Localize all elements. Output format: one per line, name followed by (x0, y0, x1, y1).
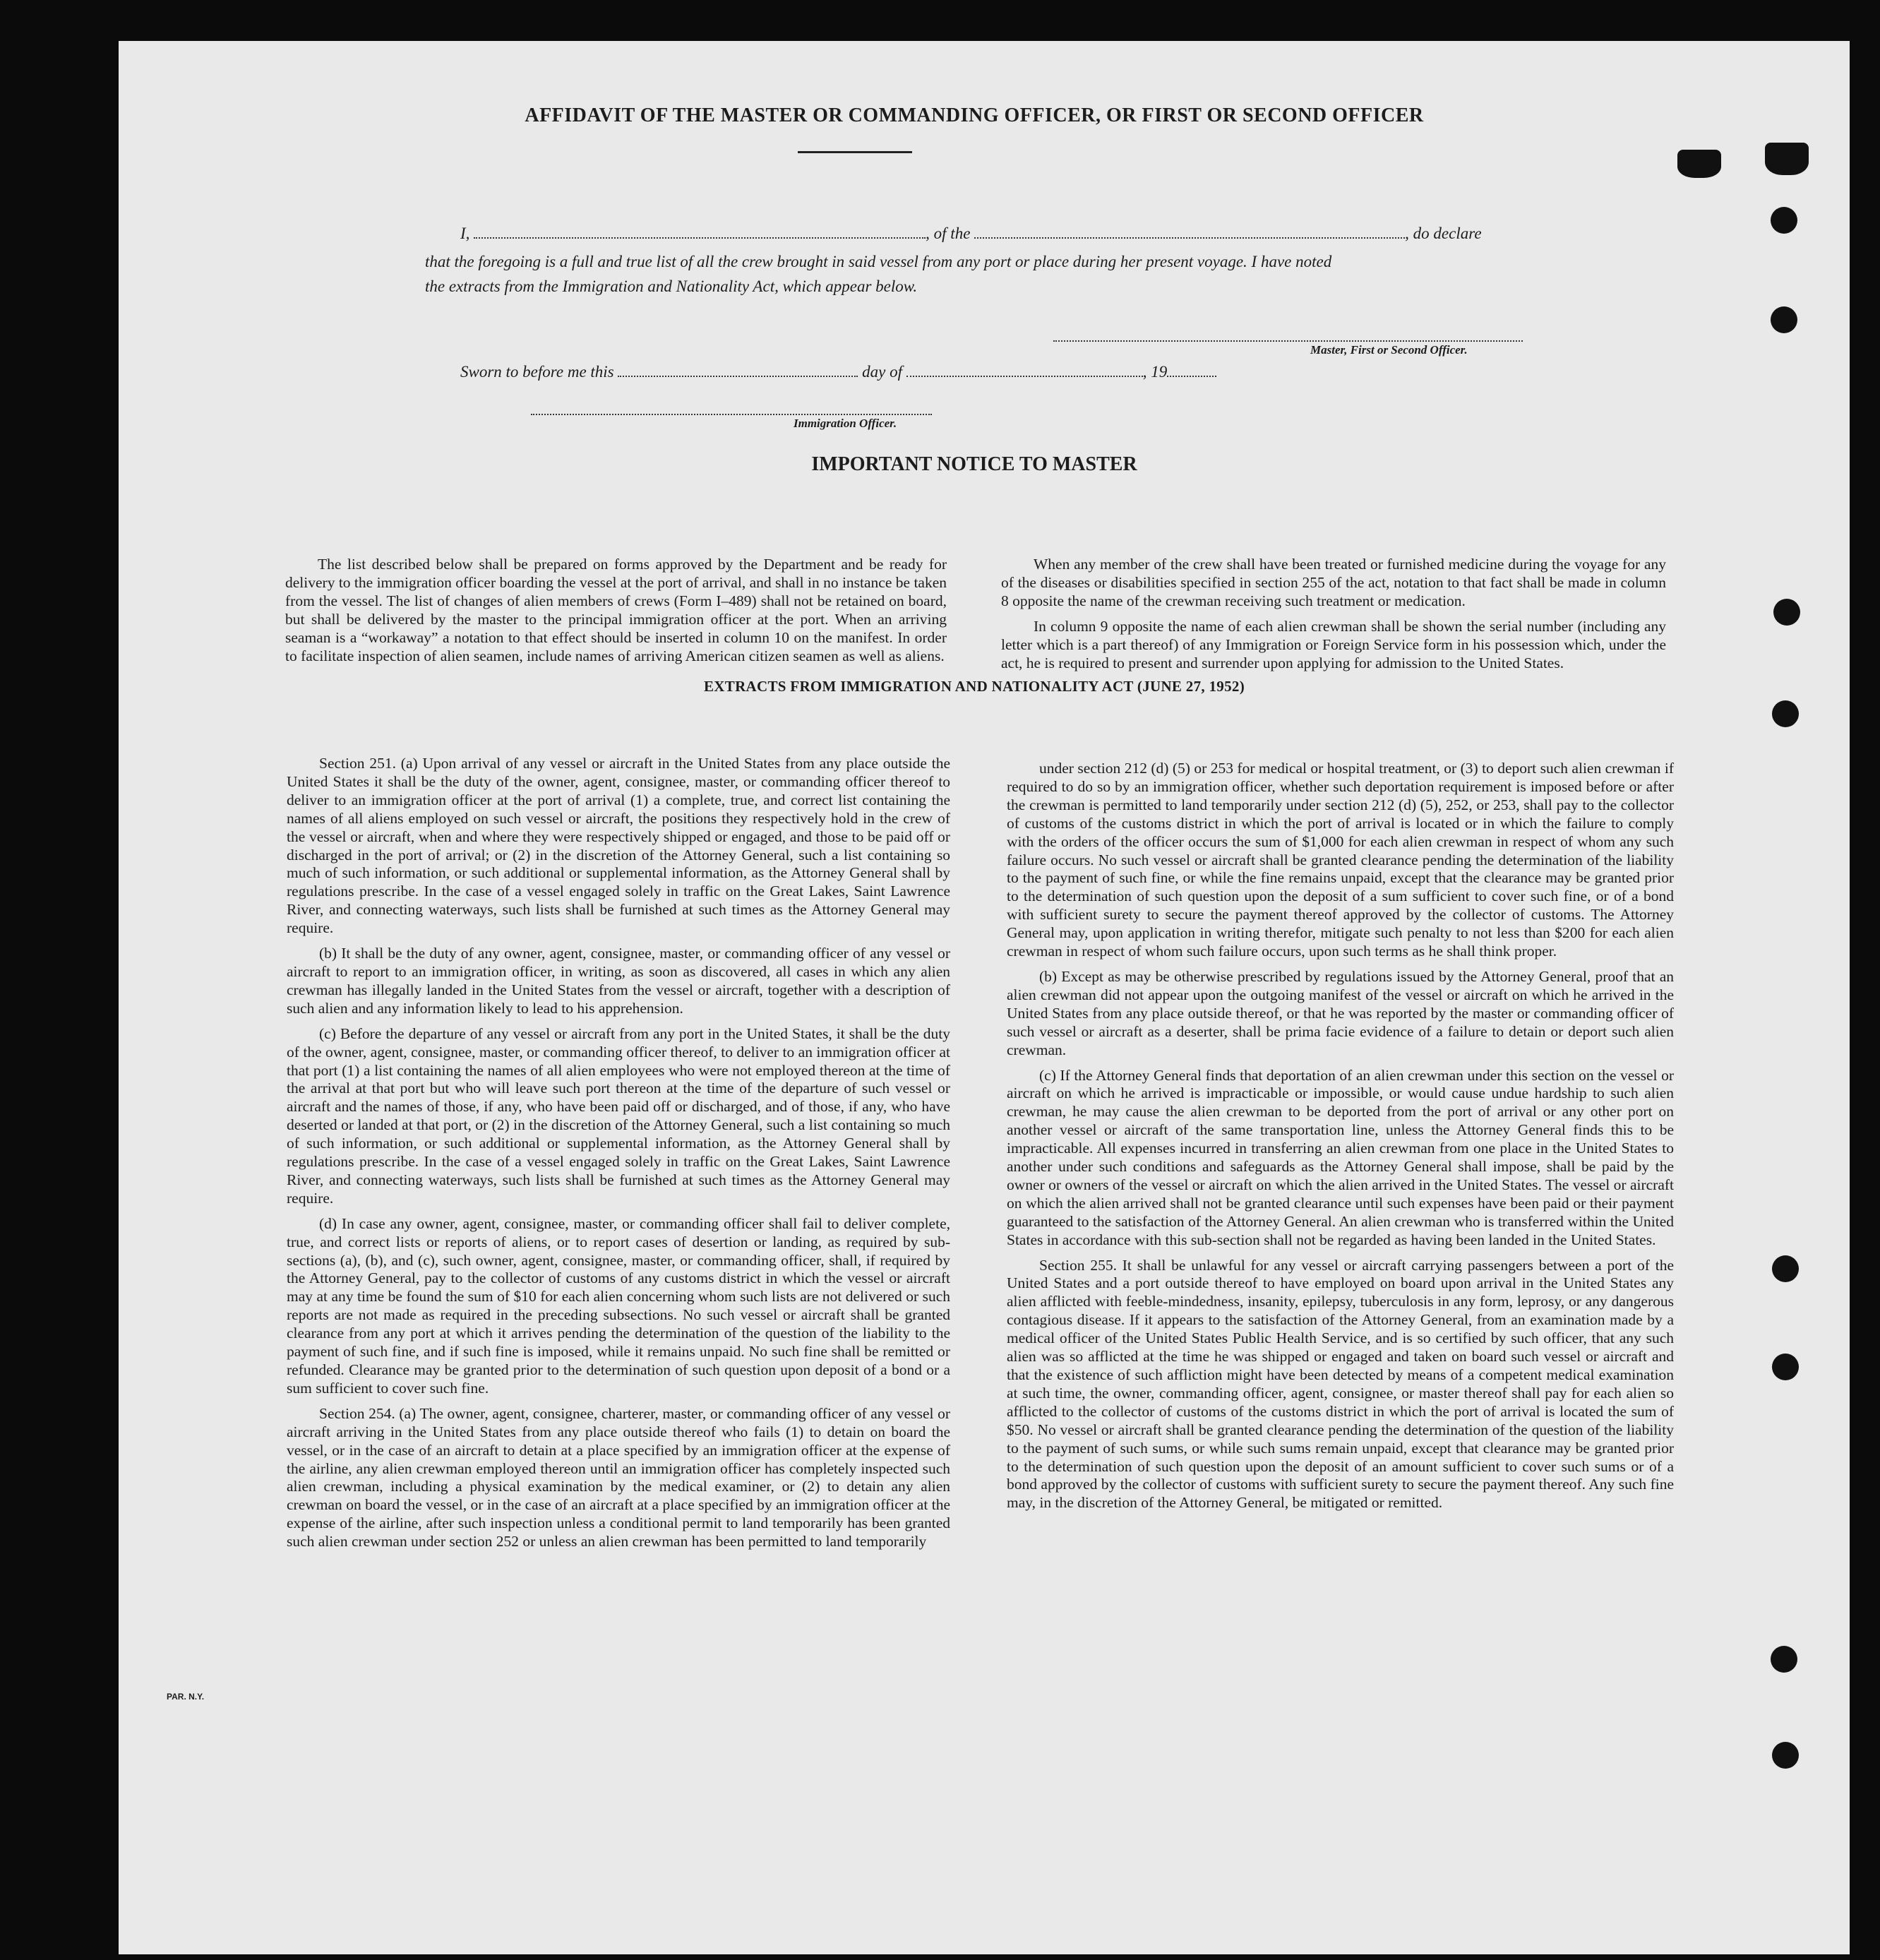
sworn-month-field[interactable] (906, 375, 1143, 377)
punch-hole (1771, 207, 1797, 234)
day-of-label: day of (862, 363, 902, 381)
extracts-right-column (1007, 760, 1674, 1512)
punch-hole (1772, 1354, 1799, 1380)
notice-title: IMPORTANT NOTICE TO MASTER (811, 453, 1137, 475)
section-paragraph: (d) In case any owner, agent, consignee, master, or commanding officer shall fail to deliver complete, true, and correct lists or reports of aliens, or to report cases of desertion or landing, as required by sub-sections (a), (b), and (c), such owner, agent, consignee, master, or commanding officer, shall, if required by the Attorney General, pay to the collector of customs of any customs district in which the vessel or aircraft may at any time be found the sum of $10 for each alien concerning whom such lists are not delivered or such reports are not made as required in the preceding subsections. No such vessel or aircraft shall be granted clearance from any port at which it arrives pending the determination of the question of the liability to the payment of such fine, and if such fine is imposed, while it remains unpaid. No such fine shall be remitted or refunded. Clearance may be granted prior to the determination of such question upon deposit of a bond or a sum sufficient to cover such fine. (287, 1214, 950, 1397)
affidavit-title: AFFIDAVIT OF THE MASTER OR COMMANDING OFFICER, OR FIRST OR SECOND OFFICER (525, 104, 1424, 126)
section-paragraph: (b) Except as may be otherwise prescribed by regulations issued by the Attorney General, proof that an alien crewman did not appear upon the outgoing manifest of the vessel or aircraft on which he arrived in the United States from any place outside thereof, or that he was reported by the master or commanding officer of such vessel or aircraft as a deserter, shall be prima facie evidence of a failure to detain or deport such alien crewman. (1007, 967, 1674, 1058)
extracts-left-column (287, 755, 950, 1551)
sworn-line (460, 363, 1216, 381)
sworn-day-field[interactable] (618, 375, 858, 377)
sworn-label: Sworn to before me this (460, 363, 614, 381)
punch-hole (1772, 1742, 1799, 1769)
section-paragraph: Section 254. (a) The owner, agent, consignee, charterer, master, or commanding officer of any vessel or aircraft arriving in the United States from any place outside thereof who fails (1) to detain on board the vessel, or in the case of an aircraft to detain at a place specified by an immigration officer at the expense of the airline, any alien crewman employed thereon until an immigration officer has completely inspected such alien crewman, including a physical examination by the medical examiner, or (2) to detain any alien crewman on board the vessel, or in the case of an aircraft at a place specified by an immigration officer at the expense of the airline, after such inspection unless a conditional permit to land temporarily has been granted such alien crewman under section 252 or unless an alien crewman has been permitted to land temporarily (287, 1404, 950, 1550)
sworn-year-field[interactable] (1167, 375, 1216, 377)
printer-code: PAR. N.Y. (167, 1692, 205, 1702)
master-signature-line[interactable] (1053, 339, 1523, 342)
year-label: , 19 (1142, 363, 1168, 381)
section-paragraph: (b) It shall be the duty of any owner, agent, consignee, master, or commanding officer of any vessel or aircraft to report to an immigration officer, in writing, as soon as discovered, all cases in which any alien crewman has illegally landed in the United States from the vessel or aircraft, together with a description of such alien and any information likely to lead to his apprehension. (287, 945, 950, 1017)
notice-paragraph: When any member of the crew shall have been treated or furnished medicine during the voyage for any of the diseases or disabilities specified in section 255 of the act, notation to that fact shall be made in column 8 opposite the name of the crewman receiving such treatment or medication. (1001, 556, 1666, 609)
title-underline (798, 151, 912, 153)
section-paragraph: (c) If the Attorney General finds that deportation of an alien crewman under this section on the vessel or aircraft on which he arrived is impracticable or impossible, or would cause undue hardship to such alien crewman, he may cause the alien crewman to be deported from the port of arrival or any other port on another vessel or aircraft of the same transportation line, unless the Attorney General finds this to be impracticable. All expenses incurred in transferring an alien crewman from one place in the United States to another under such conditions and safeguards as the Attorney General shall impose, shall be paid by the owner or owners of the vessel or aircraft on which the alien arrived in the United States. The vessel or aircraft on which the alien arrived shall not be granted clearance until such expenses have been paid or their payment guaranteed to the satisfaction of the Attorney General. An alien crewman who is transferred within the United States in accordance with this sub-section shall not be regarded as having been landed in the United States. (1007, 1066, 1674, 1248)
section-paragraph: under section 212 (d) (5) or 253 for medical or hospital treatment, or (3) to deport such alien crewman if required to do so by an immigration officer, whether such deportation requirement is imposed before or after the crewman is permitted to land temporarily under section 212 (d) (5), 252, or 253, shall pay to the collector of customs of the customs district in which the port of arrival is located or in which the failure to comply with the orders of the officer occurs the sum of $1,000 for each alien crewman in respect of whom any such failure occurs. No such vessel or aircraft shall be granted clearance pending the determination of the liability to the payment of such fine, or while the fine remains unpaid, except that the clearance may be granted prior to the determination of such question upon the deposit of a sum sufficient to cover such fine, or of a bond with sufficient surety to secure the payment thereof approved by the collector of customs. The Attorney General may, upon application in writing therefor, mitigate such penalty to not less than $200 for each alien crewman in respect of whom such failure occurs, upon such terms as he shall think proper. (1007, 760, 1674, 960)
immigration-officer-label: Immigration Officer. (794, 417, 897, 430)
section-paragraph: Section 255. It shall be unlawful for any vessel or aircraft carrying passengers between a port of the United States and a port outside thereof to have employed on board upon arrival in the United States any alien afflicted with feeble-mindedness, insanity, epilepsy, tuberculosis in any form, leprosy, or any dangerous contagious disease. If it appears to the satisfaction of the Attorney General, from an examination made by a medical officer of the United States Public Health Service, and is so certified by such officer, that any such alien was so afflicted at the time he was shipped or engaged and taken on board such vessel or aircraft and that the existence of such affliction might have been detected by means of a competent medical examination at such time, the owner, commanding officer, agent, consignee, or master thereof shall pay for each alien so afflicted to the collector of customs of the customs district in which the port of arrival is located the sum of $50. No vessel or aircraft shall be granted clearance pending the determination of the question of the liability to the payment of such sums, or while such sums remain unpaid, except that clearance may be granted prior to the determination of such question upon the deposit of an amount sufficient to cover such sums or of a bond approved by the collector of customs with sufficient surety to secure the payment thereof. Any such fine may, in the discretion of the Attorney General, be mitigated or remitted. (1007, 1256, 1674, 1512)
punch-hole (1771, 306, 1797, 333)
punch-hole (1772, 700, 1799, 727)
notice-paragraph: The list described below shall be prepared on forms approved by the Department and be ready for delivery to the immigration officer boarding the vessel at the port of arrival, and shall in no instance be taken from the vessel. The list of changes of alien members of crews (Form I–489) shall not be retained on board, but shall be delivered by the master to the principal immigration officer at the port. When an arriving seaman is a “workaway” a notation to that effect should be inserted in column 10 on the manifest. In order to facilitate inspection of alien seamen, include names of arriving American citizen seamen as well as aliens. (285, 556, 947, 664)
vessel-name-field[interactable] (974, 237, 1405, 239)
binder-mark-top-right (1765, 143, 1809, 175)
master-signature-label: Master, First or Second Officer. (1310, 343, 1468, 357)
declaration-line-2: the extracts from the Immigration and Nationality Act, which appear below. (425, 277, 918, 295)
notice-left-column (285, 556, 947, 672)
declaration-line-1: that the foregoing is a full and true list of all the crew brought in said vessel from any port or place during her present voyage. I have noted (425, 253, 1332, 270)
of-the-label: , of the (926, 225, 971, 242)
binder-mark-top-left (1677, 150, 1721, 178)
i-label: I, (460, 225, 470, 242)
punch-hole (1773, 599, 1800, 626)
section-paragraph: (c) Before the departure of any vessel or aircraft from any port in the United States, it shall be the duty of the owner, agent, consignee, master, or commanding officer thereof, to deliver to an immigration officer at that port (1) a list containing the names of all alien employees who were not employed thereon at the time of the arrival at that port but who will leave such port thereon at the time of the departure of such vessel or aircraft and the names of those, if any, who have been paid off or discharged, and of those, if any, who have deserted or landed at that port, or (2) in the discretion of the Attorney General, such a list containing so much of such information, or such additional or supplemental information, as the Attorney General shall by regulations prescribe. In the case of a vessel engaged solely in traffic on the Great Lakes, Saint Lawrence River, and connecting waterways, such lists shall be furnished at such times as the Attorney General may require. (287, 1024, 950, 1207)
declarant-name-field[interactable] (474, 237, 926, 239)
declarant-line (460, 225, 1482, 243)
notice-right-column (1001, 556, 1666, 679)
punch-hole (1771, 1646, 1797, 1673)
officer-signature-line[interactable] (531, 412, 932, 415)
punch-hole (1772, 1255, 1799, 1282)
section-paragraph: Section 251. (a) Upon arrival of any vessel or aircraft in the United States from any place outside the United States it shall be the duty of the owner, agent, consignee, master, or commanding officer thereof to deliver to an immigration officer at the port of arrival (1) a complete, true, and correct list containing the names of all aliens employed on such vessel or aircraft, the positions they respectively hold in the crew of the vessel or aircraft, when and where they were respectively shipped or engaged, and those to be paid off or discharged in the port of arrival; or (2) in the discretion of the Attorney General, such a list containing so much of such information, or such additional or supplemental information, as the Attorney General shall by regulations prescribe. In the case of a vessel engaged solely in traffic on the Great Lakes, Saint Lawrence River, and connecting waterways, such lists shall be furnished at such times as the Attorney General may require. (287, 755, 950, 937)
do-declare-label: , do declare (1405, 225, 1482, 242)
extracts-title: EXTRACTS FROM IMMIGRATION AND NATIONALITY ACT (JUNE 27, 1952) (704, 678, 1245, 695)
notice-paragraph: In column 9 opposite the name of each alien crewman shall be shown the serial number (including any letter which is a part thereof) of any Immigration or Foreign Service form in his possession which, under the act, he is required to present and surrender upon applying for admission to the United States. (1001, 617, 1666, 671)
